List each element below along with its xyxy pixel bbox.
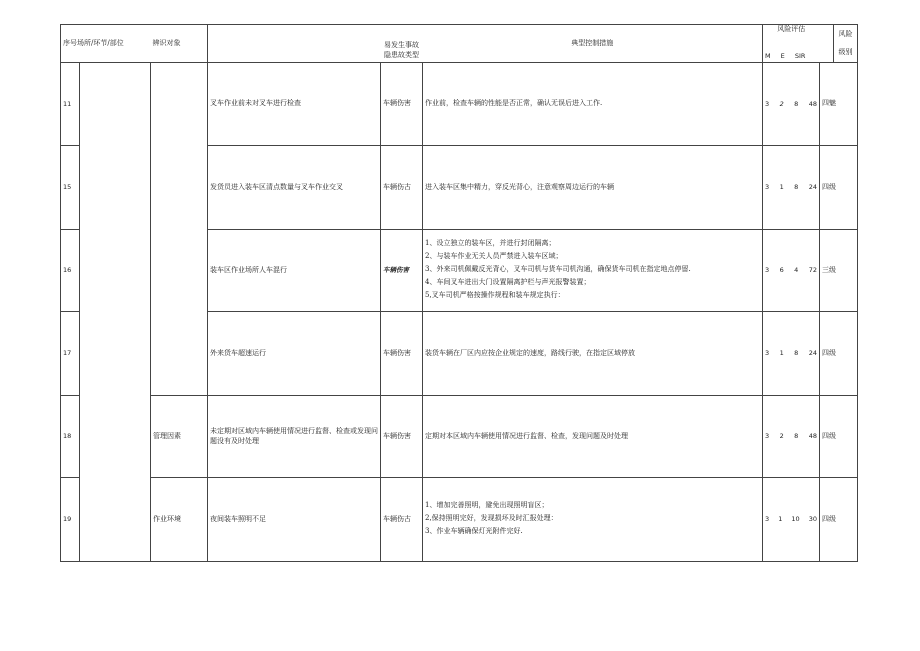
measure-item: 4、车间叉车进出大门设置隔离护栏与声光报警装置； bbox=[425, 278, 591, 287]
category-cell: 管理因素 bbox=[151, 396, 208, 478]
level-cell: 四级 bbox=[820, 312, 858, 396]
accident-type-cell: 车辆伤害 bbox=[381, 230, 423, 312]
header-object-spacer bbox=[208, 25, 381, 63]
measures-cell bbox=[423, 230, 763, 312]
measures-cell bbox=[423, 478, 763, 562]
risk-table-sheet bbox=[60, 24, 858, 562]
header-e: E bbox=[780, 52, 785, 61]
row-number: 18 bbox=[61, 396, 80, 478]
header-level: 风险 级别 bbox=[834, 25, 858, 63]
accident-type-cell: 车辆伤害 bbox=[381, 312, 423, 396]
level-cell: 四魅 bbox=[820, 63, 858, 146]
category-cell: 作业环境 bbox=[151, 478, 208, 562]
row-number: 16 bbox=[61, 230, 80, 312]
category-cell-merged bbox=[151, 63, 208, 396]
object-cell: 未定期对区域内车辆使用情况进行监督、检查或发现问题没有及时处理 bbox=[208, 396, 381, 478]
measures-cell: 进入装车区集中精力，穿反光背心，注意观察周边运行的车辆 bbox=[423, 146, 763, 230]
accident-type-cell: 车辆伤古 bbox=[381, 146, 423, 230]
level-cell: 三级 bbox=[820, 230, 858, 312]
header-measures: 典型控制措施 bbox=[423, 25, 763, 63]
measure-item: 5,叉车司机严格按操作规程和装车规定执行： bbox=[425, 291, 565, 300]
eval-cell: 3 2 8 48 bbox=[763, 63, 820, 146]
object-cell: 夜间装车照明不足 bbox=[208, 478, 381, 562]
measure-item: 1、设立独立的装车区，并进行封闭隔离； bbox=[425, 238, 556, 247]
level-cell: 四级 bbox=[820, 396, 858, 478]
object-cell: 发货员进入装车区清点数量与叉车作业交叉 bbox=[208, 146, 381, 230]
measure-item: 3、作业车辆确保灯光附件完好. bbox=[425, 527, 523, 536]
table-row bbox=[61, 478, 858, 562]
location-cell bbox=[80, 63, 151, 562]
measures-cell: 装货车辆在厂区内应按企业规定的速度，路线行驶，在指定区域停放 bbox=[423, 312, 763, 396]
measure-item: 2,保持照明完好，发现损坏及时汇报处理： bbox=[425, 513, 558, 522]
level-cell: 四级 bbox=[820, 478, 858, 562]
measures-cell: 作业前，检查车辆的性能是否正常，确认无误后进入工作. bbox=[423, 63, 763, 146]
row-number: 11 bbox=[61, 63, 80, 146]
measure-item: 1、增加完善照明，避免出现照明盲区； bbox=[425, 500, 549, 509]
risk-eval-columns bbox=[765, 34, 818, 60]
measures-cell: 定期对本区域内车辆使用情况进行监督、检查，发现问题及时处理 bbox=[423, 396, 763, 478]
row-number: 15 bbox=[61, 146, 80, 230]
table-row bbox=[61, 63, 858, 146]
accident-type-cell: 车辆伤古 bbox=[381, 478, 423, 562]
header-m: M bbox=[765, 52, 771, 61]
eval-cell: 3 2 8 48 bbox=[763, 396, 820, 478]
accident-type-cell: 车辆伤害 bbox=[381, 63, 423, 146]
accident-type-cell: 车辆伤害 bbox=[381, 396, 423, 478]
table-row bbox=[61, 396, 858, 478]
header-location: 序号场所/环节/部位 bbox=[61, 25, 151, 63]
table-header-row bbox=[61, 25, 858, 63]
row-number: 19 bbox=[61, 478, 80, 562]
header-object: 辨识对象 bbox=[151, 25, 208, 63]
row-number: 17 bbox=[61, 312, 80, 396]
risk-eval-title: 风险评估 bbox=[777, 25, 806, 33]
header-sir: SIR bbox=[794, 52, 806, 61]
eval-cell: 3 6 4 72 bbox=[763, 230, 820, 312]
eval-cell: 3 1 8 24 bbox=[763, 146, 820, 230]
measure-item: 3、外来司机佩戴反光背心，叉车司机与货车司机沟通，确保货车司机在指定地点停留. bbox=[425, 264, 691, 273]
measure-item: 2、与装车作业无关人员严禁进入装车区域； bbox=[425, 251, 563, 260]
object-cell: 外来货车超速运行 bbox=[208, 312, 381, 396]
risk-table bbox=[60, 24, 858, 562]
eval-cell: 3 1 10 30 bbox=[763, 478, 820, 562]
object-cell: 叉车作业前未对叉车进行检查 bbox=[208, 63, 381, 146]
eval-cell: 3 1 8 24 bbox=[763, 312, 820, 396]
header-accident-type: 易发生事故隐患故类型 bbox=[381, 25, 423, 63]
header-risk-eval bbox=[763, 25, 820, 63]
level-cell: 四级 bbox=[820, 146, 858, 230]
object-cell: 装车区作业场所人车混行 bbox=[208, 230, 381, 312]
header-blank bbox=[820, 25, 834, 63]
